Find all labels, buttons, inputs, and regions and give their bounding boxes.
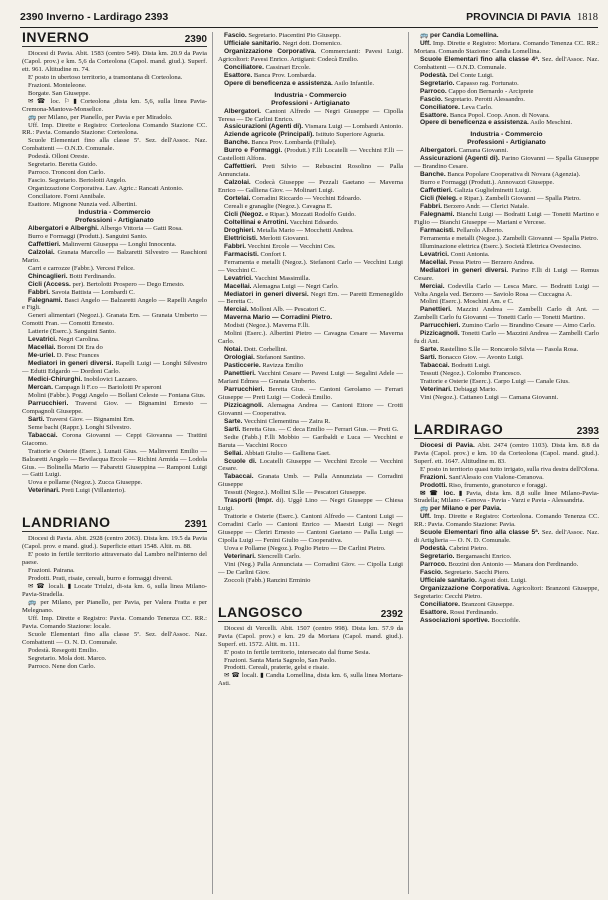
entry-category: Trasporti (Impr. <box>224 497 274 505</box>
entry-category: Fascio. <box>420 569 443 577</box>
entry-category: Veterinari. <box>224 552 256 560</box>
entry-line: Podestà. Olloni Oreste. <box>28 153 90 161</box>
entry-line: Cicli (Neleg. e Ripar.). Zambelli Giovanni — Spalla Pietro. <box>420 195 581 203</box>
entry-line <box>218 314 403 322</box>
entry-category: Merciai. <box>224 306 249 314</box>
town-heading <box>218 603 403 620</box>
entry-line: Panettieri. Vacchini Cesare — Pavesi Luigi — Segalini Adele — Mariani Edmea — Granata Umberto. <box>218 370 403 385</box>
header-right: PROVINCIA DI PAVIA <box>466 11 571 23</box>
entry-line: Veterinari. Siencrelli Carlo. <box>224 552 301 560</box>
entry-line: E' posto in fertile territorio attraversato dal Lambro nell'interno del paese. <box>22 551 207 567</box>
entry-category: Conciliatore. <box>420 103 460 111</box>
entry-line: Diocesi di Vercelli. Abit. 1507 (centro 998). Dista km. 57.9 da Pavia (Capol. prov.) e km. 29 da Mortara (Capol. mand. giud.). Superf. ett. 1572. Altit. m. 111. <box>218 624 403 648</box>
entry-line: Podestà. Del Conte Luigi. <box>420 71 494 79</box>
entry-line: Levatrici. Negri Carolina. <box>28 336 100 344</box>
entry-line: Ufficiale sanitario. Agosti dott. Luigi. <box>420 577 527 584</box>
entry-category: Caffettieri. <box>224 163 257 171</box>
header-right-group <box>466 11 598 23</box>
entry-line: Tessuti (Negoz.). Colombo Francesco. <box>420 370 522 378</box>
entry-line: Sarti. Traversi Giov. — Bignamini Ern. <box>28 415 135 423</box>
entry-line: Diocesi di Pavia. Abit. 2928 (centro 2063). Dista km. 19.5 da Pavia (Capol. prov. e mand. giud.). Superficie ettari 1548. Altit. m. 88. <box>22 535 207 551</box>
entry-category: Scuole Elementari fino alla classe 4ª. <box>420 55 540 63</box>
entry-category: ✉ ☎ loc. <box>420 489 456 497</box>
entry-category: Segretario. <box>420 79 455 87</box>
entry-line: Esattore. Mignone Nunzia ved. Albertini. <box>28 201 137 209</box>
entry-line: Prodotti. Cereali, praterie, gelsi e risaie. <box>224 664 329 672</box>
entry-line: Medici-Chirurghi. Inobilovici Lazzaro. <box>28 376 138 384</box>
entry-line: Calzolai. Codecà Giuseppe — Pezzali Gaetano — Maverna Enrico — Galliena Giov. — Molinari Luigi. <box>218 179 403 195</box>
entry-line: Caffettieri. Galizia Guglielminetti Luigi. <box>420 187 531 195</box>
entry-line: Segretario. Bergamaschi Enrico. <box>420 553 512 561</box>
entry-line: Esattore. Banca Prov. Lombarda. <box>224 71 317 79</box>
entry-line: Notai. Dott. Corbellini. <box>224 346 288 354</box>
entry-category: Scuole Elementari fino alla classe 5ª. <box>420 529 540 537</box>
entry-line: Scuole di. Locatelli Giuseppe — Vecchini Ercole — Vecchini Cesare. <box>218 457 403 473</box>
entry-line: Parroco. Bozzini don Antonio — Manara don Ferdinando. <box>420 561 579 569</box>
entry-line: Conciliatore. Forni Annibale. <box>28 193 106 201</box>
entry-line: Farmacisti. Pellarolo Alberto. <box>420 226 504 234</box>
section-subtitle: Professioni - Artigianato <box>467 139 546 147</box>
town-info <box>22 50 207 209</box>
entry-line: Trasporti (Impr. di). Uggè Lino — Negri Giuseppe — Chiesa Luigi. <box>218 497 403 513</box>
entry-category: Levatrici. <box>224 274 253 282</box>
entry-line: Sarte. Vecchini Clementina — Zaira R. <box>224 417 331 425</box>
entry-category: Parrucchieri. <box>224 385 265 393</box>
entry-line: Pasticcerie. Ravizza Emilio <box>224 362 304 370</box>
entry-category: Podestà. <box>420 545 448 553</box>
entry-line: E' posto in fertile territorio, intersecato dal fiume Sesia. <box>224 648 371 656</box>
entry-category: Parrucchieri. <box>28 399 69 407</box>
entry-line: Trattorie e Osterie (Eserc.). Carpo Luigi — Canale Gius. <box>420 377 570 385</box>
entry-category: Coltellinai e Arrotini. <box>224 218 289 226</box>
entry-line: Burro e Formaggi (Produtt.). Annovazzi Giuseppe. <box>420 179 555 187</box>
entry-line: Prodotti. Riso, frumento, granoturco e foraggi. <box>420 481 548 489</box>
entry-line: Parrucchieri. Beretta Gius. — Cantoni Gerolamo — Ferrari Giuseppe — Preti Luigi — Codecà Emilio. <box>218 385 403 401</box>
entry-line: Cicli (Access. per). Bertolotti Prospero — Dego Ernesto. <box>28 280 185 288</box>
entry-category: Burro e Formaggi. <box>224 147 283 155</box>
entry-line: Macellai. Alemagna Luigi — Negri Carlo. <box>224 282 339 290</box>
business-entries <box>218 108 403 585</box>
entry-category: Farmacisti. <box>420 226 455 234</box>
entry-category: Levatrici. <box>420 250 449 258</box>
entry-line <box>414 32 599 40</box>
entry-category: Assicurazioni (Agenti di). <box>420 155 500 163</box>
entry-category: Falegnami. <box>420 210 455 218</box>
entry-category: Tabaccai. <box>224 473 254 481</box>
entry-category: Prodotti. <box>420 481 448 489</box>
business-entries <box>22 225 207 495</box>
entry-line: Sarti. Bonacco Giov. — Avonto Luigi. <box>420 354 524 362</box>
entry-line: Falegnami. Basci Angelo — Balzaretti Angelo — Rapelli Angelo e Figli. <box>22 296 207 312</box>
entry-category: Banche. <box>224 139 250 147</box>
entry-line: Mercan. Campagn li F.co — Bariolotti Pr speroni <box>28 383 162 391</box>
entry-category: Falegnami. <box>28 296 63 304</box>
entry-category: Elettricisti. <box>224 234 258 242</box>
entry-category: Esattore. <box>420 608 449 616</box>
entry-line: Illuminazione elettrica (Eserc.). Società Elettrica Ovestecino. <box>420 242 582 250</box>
entry-line: Uff. Imp. Dirette e Registro: Mortara. Comando Tenenza CC. RR.: Mortara. Comando Stazione: Candia Lomellina. <box>414 39 599 55</box>
entry-line: Parroco. Tronconi don Carlo. <box>28 169 106 177</box>
section-title: Industria - Commercio <box>78 209 151 217</box>
entry-category: Esattore. <box>224 71 253 79</box>
entry-category: Fabbri. <box>28 288 50 296</box>
entry-line: Mediatori in generi diversi. Parino F.lli di Luigi — Remus Cesare. <box>414 266 599 282</box>
entry-category: Organizzazione Corporativa. <box>420 584 510 592</box>
entry-line: Fascio. Segretario. Perotti Alessandro. <box>420 95 525 103</box>
entry-category: Macellai. <box>224 282 252 290</box>
entry-category: Fascio. <box>420 95 443 103</box>
entry-category: Mercan. <box>28 383 53 391</box>
town-number: 2393 <box>576 425 599 437</box>
entry-line: Burro e Formaggi. (Produtt.) F.lli Locatelli — Vecchini F.lli — Castellotti Alfons. <box>218 147 403 163</box>
town-heading <box>22 34 207 44</box>
entry-category: Panettieri. <box>420 306 452 314</box>
entry-line: 🚌 per Milano, per Pianello, per Pavia, per Valera Fratta e per Melegnano. <box>22 598 207 614</box>
running-header <box>20 10 598 24</box>
entry-category: Opere di beneficenza e assistenza. <box>420 119 529 127</box>
entry-line: Veterinari. Debiaggi Mario. <box>420 385 498 393</box>
column-2 <box>218 32 403 894</box>
entry-line: Fascio. Segretario. Sacchi Piero. <box>420 569 510 577</box>
entry-line: Aziende agricole (Principali). Istituto Superiore Agraria. <box>224 131 385 139</box>
entry-line: Uff. Imp. Dirette e Registro: Corteolona. Comando Tenenza CC. RR.: Pavia. Comando Stazione: Pavia. <box>414 513 599 529</box>
entry-line: Trattorie e Osterie (Eserc.). Cantoni Alfredo — Cantoni Luigi — Corradini Carlo — Cantoni Enrico — Maestri Luigi — Negri Giuseppe — Cleriri Ernesto — Cantoni Gaetano — Palla Luigi — Cipolla Luigi — Fenini Giulio — Cooperativa. <box>218 513 403 545</box>
town-info <box>414 32 599 127</box>
entry-category: Veterinari. <box>28 487 60 495</box>
entry-line: Segretario. Beretta Guido. <box>28 161 98 169</box>
section-title: Industria - Commercio <box>274 91 347 99</box>
entry-line: Podestà. Cabrini Pietro. <box>420 545 488 553</box>
entry-line: Tabaccai. Bodratti Luigi. <box>420 362 491 370</box>
entry-line: Me-uriel. D. Fesc Frances <box>28 352 100 360</box>
entry-line: Levatrici. Conti Antonia. <box>420 250 490 258</box>
entry-line: Scuole Elementari fino alla classe 5ª. Sez. dell'Assoc. Naz. Combattenti — O. N. D. Comunale. <box>22 630 207 646</box>
entry-line: Molini (Fabbr.). Poggi Angelo — Bollani Celeste — Fontana Gius. <box>28 391 206 399</box>
entry-line: Conciliatore. Leva Carlo. <box>420 103 493 111</box>
entry-category: Mediatori in generi diversi. <box>224 290 309 298</box>
entry-category: Mediatori in generi diversi. <box>28 360 114 368</box>
entry-line: Cortelai. Corradini Riccardo — Vecchini Edoardo. <box>224 195 362 203</box>
entry-category: Opere di beneficenza e assistenza. <box>224 79 333 87</box>
town-rule <box>218 621 403 622</box>
entry-category: Calzolai. <box>28 248 55 256</box>
entry-category: Sarti. <box>224 425 241 433</box>
entry-category: Albergatori e Alberghi. <box>28 224 99 232</box>
entry-line: Frazioni. Sant'Alessio con Vialone-Ceranova. <box>420 473 544 481</box>
entry-category: Parroco. <box>420 87 447 95</box>
entry-line: Uff. Imp. Dirette e Registro: Pavia. Comando Tenenza CC. RR.: Pavia. Comando Stazione: locale. <box>22 614 207 630</box>
entry-category: Ufficiale sanitario. <box>420 577 477 584</box>
town-name: LANGOSCO <box>218 603 303 620</box>
entry-category: Tabaccai. <box>420 362 450 370</box>
entry-line: Parroco. Nene don Carlo. <box>28 662 96 670</box>
entry-line: Coltellinai e Arrotini. Vacchini Edoardo. <box>224 218 339 226</box>
entry-line: Scuole Elementari fino alla classe 4ª. Sez. dell'Assoc. Naz. Combattenti — O.N.D. Comunale. <box>414 55 599 71</box>
entry-line: Molini (Eserc.). Albertini Pietro — Cavagna Cesare — Maverna Carlo. <box>218 330 403 346</box>
entry-category: Uff. <box>420 513 431 521</box>
entry-category: Parrucchieri. <box>420 322 461 330</box>
entry-line: Mediatori in generi diversi. Rapelli Luigi — Longhi Silvestro — Edutti Edgardo — Dordoni Carlo. <box>22 360 207 376</box>
entry-category: Macellai. <box>420 258 448 266</box>
entry-category: Cortelai. <box>224 195 251 203</box>
town-name: INVERNO <box>22 32 90 45</box>
town-number: 2391 <box>184 519 207 531</box>
entry-line: Diocesi di Pavia. Abit. 1583 (centro 549). Dista km. 20.9 da Pavia (Capol. prov.) e km. 5,6 da Corteolona (Capol. mand. giud.). Superf. ett. 961. Altitudine m. 74. <box>22 49 207 73</box>
entry-line: Assicurazioni (Agenti di). Parino Giovanni — Spalla Giuseppe — Brandino Cesare. <box>414 155 599 171</box>
entry-category: Macellai. <box>28 344 56 352</box>
entry-category: Podestà. <box>420 71 448 79</box>
entry-category: Esattore. <box>420 111 449 119</box>
town-info <box>218 32 403 88</box>
header-left: 2390 Inverno - Lardirago 2393 <box>20 11 169 23</box>
entry-line: Mediatori in generi diversi. Negri Ern. — Paretti Ermenegildo — Beretta C. <box>218 290 403 306</box>
entry-line: Sarte. Rastellino S.lle — Roncarolo Silvia — Fasola Rosa. <box>420 346 579 354</box>
entry-category: Pasticcerie. <box>224 362 261 370</box>
entry-line: ✉ ☎ loc. ⚐ ▮ Corteolona ,dista km. 5,6, sulla linea Pavia-Cremona-Mantova-Monselice. <box>22 97 207 113</box>
entry-category: Sarti. <box>28 415 45 423</box>
entry-line: Assicurazioni (Agenti di). Vismara Luigi — Lombardi Antonio. <box>224 123 403 131</box>
entry-line: Panettieri. Mazzini Andrea — Zambelli Carlo di Ant. — Zambelli Carlo fu Giovanni — Tonetti Carlo — Tonetti Martino. <box>414 306 599 322</box>
entry-category: Sellai. <box>224 449 244 457</box>
entry-line: Caffettieri. Malinverni Giuseppa — Longhi Innocenta. <box>28 240 177 248</box>
entry-line: Opere di beneficenza e assistenza. Asilo Meschini. <box>420 119 573 127</box>
entry-category: Segretario. <box>420 553 455 561</box>
entry-line: Modisti (Negoz.). Maverna F.lli. <box>224 322 310 330</box>
entry-category: Frazioni. <box>420 473 448 481</box>
entry-category: Aziende agricole (Principali). <box>224 131 315 139</box>
entry-category: Merciai. <box>420 282 445 290</box>
entry-line: Opere di beneficenza e assistenza. Asilo Infantile. <box>224 79 375 87</box>
page-number: 1818 <box>577 12 598 23</box>
entry-line: Fabbri. Vecchini Ercole — Vecchini Ces. <box>224 242 336 250</box>
entry-line: Tessuti (Negoz.). Mollini S.lle — Pescatori Giuseppe. <box>224 489 367 497</box>
entry-category: Conciliatore. <box>420 600 460 608</box>
entry-category: Conciliatore. <box>224 63 264 71</box>
entry-line: Uff. Imp. Dirette e Registro: Corteolona Comando Stazione CC. RR.: Pavia. Comando Stazione: Corteolona. <box>22 121 207 137</box>
town-rule <box>22 46 207 47</box>
header-rule <box>20 27 598 28</box>
entry-category: Parroco. <box>420 561 447 569</box>
entry-category: Sarte. <box>224 417 243 425</box>
entry-category: Fabbri. <box>420 203 442 211</box>
entry-category: Pizzicagnoli. <box>420 330 460 338</box>
entry-line: Caffettieri. Preti Silvio — Rebuscini Rosolino — Palla Annunciata. <box>218 163 403 179</box>
entry-line: Sarti. Beretta Gius. — C deca Emilio — Ferrari Gius. — Preti G. <box>224 425 399 433</box>
entry-category: Calzolai. <box>224 179 251 187</box>
entry-category: Droghieri. <box>224 226 256 234</box>
entry-line: Trattorie e Osterie (Eserc.). Lunati Gius. — Malinverni Emilio — Balzaretti Angelo — Bevilacqua Ercole — Richini Armida — Lodola Gius. — Bolinella Mario — Fabaretti Giuseppina — Ramponi Luigi — Gatti Luigi. <box>22 447 207 479</box>
entry-line: 🚌 per Milano, per Pianello, per Pavia e per Miradolo. <box>28 113 173 121</box>
entry-category: Maverna Mario — Corradini Pietro. <box>224 314 333 322</box>
entry-line: Banche. Banca Popolare Cooperativa di Novara (Agenzia). <box>420 171 581 179</box>
entry-category: Chincaglieri. <box>28 272 68 280</box>
entry-line: Albergatori. Camana Giovanni. <box>420 147 509 155</box>
entry-category: 🚌 per Milano e per Pavia. <box>420 505 502 513</box>
entry-category: Panettieri. <box>224 370 256 378</box>
town-rule <box>414 438 599 439</box>
column-3 <box>414 32 599 894</box>
entry-category: Sarte. <box>420 346 439 354</box>
entry-line: Segretario. Capasso rag. Fortunato. <box>420 79 519 87</box>
entry-line: Ferramenta e metalli (Negoz.). Zambelli Giovanni — Spalla Pietro. <box>420 234 599 242</box>
entry-category: Me-uriel. <box>28 352 56 360</box>
entry-line: ✉ ☎ locali. ▮ Candia Lomellina, dista km. 6, sulla linea Mortara-Asti. <box>218 672 403 688</box>
entry-line: Veterinari. Preti Luigi (Villanterio). <box>28 487 126 495</box>
entry-line: Zoccoli (Fabb.) Ranzini Erminio <box>224 576 311 584</box>
entry-line: Fabbri. Savoia Battista — Lombardi C. <box>28 288 135 296</box>
entry-line <box>414 505 599 513</box>
entry-line: Parrucchieri. Zumino Carlo — Brandino Cesare — Aimo Carlo. <box>420 322 596 330</box>
entry-category: Cicli (Neleg. <box>420 195 458 203</box>
entry-line: Merciai. Molloni Alb. — Pescatori C. <box>224 306 327 314</box>
entry-category: Caffettieri. <box>28 240 61 248</box>
entry-line: Merciai. Codevilla Carlo — Lesca Marc. — Bodratti Luigi — Volta Angela ved. Berzero — Saviolo Rosa — Cuccagna A. <box>414 282 599 298</box>
town-heading <box>414 420 599 437</box>
entry-category: Associazioni sportive. <box>420 616 490 624</box>
town-name: LARDIRAGO <box>414 420 504 437</box>
entry-category: Tabaccai. <box>28 431 58 439</box>
entry-line: Tabaccai. Granata Umb. — Palla Annunziata — Corradini Giuseppe <box>218 473 403 489</box>
entry-line: Vini (Negoz.). Cattaneo Luigi — Camana Giovanni. <box>420 393 559 401</box>
entry-category: Uff. <box>420 39 431 47</box>
entry-line: Frazioni. Pairana. <box>28 567 75 575</box>
entry-line: Parrucchieri. Traversi Giov. — Bignamini Ernesto — Compagnoli Giuseppe. <box>22 399 207 415</box>
entry-line: Uova e Pollame (Negoz.). Poglio Pietro — De Carlini Pietro. <box>224 545 386 552</box>
entry-line: Associazioni sportive. Bocciofile. <box>420 616 521 624</box>
entry-category: Albergatori. <box>224 107 262 115</box>
entry-line: Pizzicagnoli. Tonetti Carlo — Mazzini Andrea — Zambelli Carlo fu di Ant. <box>414 330 599 346</box>
entry-line: Vini (Neg.) Palla Annunciata — Corradini Giov. — Cipolla Luigi — De Carlini Giov. <box>218 560 403 576</box>
entry-line: Molini (Eserc.). Moschini Am. e C. <box>420 298 514 306</box>
entry-line: Frazioni. Monteleone. <box>28 81 87 89</box>
entry-category: Caffettieri. <box>420 187 453 195</box>
entry-line: Scuole Elementari fino alla classe 5ª. Sez. dell'Assoc. Naz. di Artiglieria — O. N. D. Comunale. <box>414 529 599 545</box>
entry-line: Diocesi di Pavia. Abit. 2474 (centro 1103). Dista km. 8.8 da Pavia (Capol. prov.) e km. 10 da Corteolona (Capol. mand. giud.). Superf. ett. 1647. Altitudine m. 83. <box>414 441 599 465</box>
entry-category: Albergatori. <box>420 147 458 155</box>
entry-line: Sellai. Abbiati Giulio — Galliena Gaet. <box>224 449 331 457</box>
entry-line: Farmacisti. Confort I. <box>224 250 287 258</box>
entry-line: Macellai. Pessa Pietro — Berzero Andrea. <box>420 258 535 266</box>
entry-line: Orologiai. Stefanoni Santino. <box>224 354 306 362</box>
entry-line: Sedie (Fabb.) F.lli Mobbio — Garibaldi e Luca — Vecchini e Baruta — Vacchini Rocco <box>218 433 403 449</box>
entry-line: Organizzazione Corporativa. Lav. Agric.: Rancati Antonio. <box>28 185 184 193</box>
town-info <box>218 625 403 689</box>
entry-line: Droghieri. Metalla Mario — Mocchetti Andrea. <box>224 226 354 234</box>
entry-line: Organizzazione Corporativa. Commercianti: Pavesi Luigi. Agricoltori: Pavesi Enrico. Artigiani: Codecà Emilio. <box>218 47 403 63</box>
entry-category: Veterinari. <box>420 385 452 393</box>
entry-line: Tabaccai. Corona Giovanni — Ceppi Giovanna — Trattini Giacomo. <box>22 431 207 447</box>
entry-category: Banche. <box>420 171 446 179</box>
column-divider <box>212 32 213 894</box>
entry-line: ✉ ☎ loc. ▮ Pavia, dista km. 8,8 sulle linee Milano-Pavia-Stradella; Milano - Genova - Pavia - Varzi e Pavia - Alessandria. <box>414 489 599 505</box>
entry-line: Albergatori e Alberghi. Albergo Vittoria — Gatti Rosa. <box>28 224 183 232</box>
entry-line: Fascio. Segretario. Piacentini Pio Giusepp. <box>224 32 341 39</box>
entry-category: Pizzicagnoli. <box>224 401 264 409</box>
entry-line: Conciliatore. Branzoni Giuseppe. <box>420 600 514 608</box>
entry-line: Podestà. Resegotti Emilio. <box>28 646 98 654</box>
section-subtitle: Professioni - Artigianato <box>75 216 154 224</box>
entry-line: Organizzazione Corporativa. Agricoltori: Branzoni Giuseppe, Segretario: Cecchi Pietro. <box>414 584 599 600</box>
entry-line: Carri e carrozze (Fabbr.). Vercesi Felice. <box>28 264 135 272</box>
entry-line: Ufficiale sanitario. Negri dott. Domenico. <box>224 39 342 47</box>
town-heading <box>22 514 207 531</box>
entry-line: Ferramenta e metalli (Negoz.). Stefanoni Carlo — Vecchini Luigi — Vecchini C. <box>218 258 403 274</box>
entry-line: Seme bachi (Rappr.). Longhi Silvestro. <box>28 423 132 431</box>
entry-category: Cicli (Access. <box>28 280 71 288</box>
entry-line: Cereali e granaglie (Negoz.). Cavagna E. <box>224 203 333 211</box>
entry-line: E' posto in ubertoso territorio, a tramontana di Corteolona. <box>28 73 183 81</box>
entry-line: Fascio. Segretario. Bertolotti Angelo. <box>28 177 127 185</box>
column-1 <box>22 32 207 894</box>
entry-category: Ufficiale sanitario. <box>224 39 281 47</box>
entry-line: Scuole Elementari fino alla classe 5ª. Sez. dell'Assoc. Naz. Combattenti — O.N.D. Comunale. <box>22 137 207 153</box>
town-number: 2390 <box>184 34 207 45</box>
entry-category: Orologiai. <box>224 354 255 362</box>
entry-line: Macellai. Boroni Di Era do <box>28 344 103 352</box>
entry-line: Parroco. Cappo don Bernardo - Arciprete <box>420 87 534 95</box>
business-entries <box>414 147 599 402</box>
entry-line: Generi alimentari (Negozi.). Granata Ern. — Granata Umberto — Comotti Fran. — Comotti Ernesto. <box>22 312 207 328</box>
entry-category: Levatrici. <box>28 336 57 344</box>
entry-line: Conciliatore. Cassinari Ercole. <box>224 63 311 71</box>
town-rule <box>22 531 207 532</box>
town-number: 2392 <box>380 608 403 620</box>
town-info <box>414 442 599 625</box>
entry-line: Segretario. Mola dott. Marco. <box>28 654 107 662</box>
entry-category: Organizzazione Corporativa. <box>224 47 317 55</box>
entry-category: Medici-Chirurghi. <box>28 376 83 384</box>
entry-line: ✉ ☎ locali. ▮ Locate Triulzi, di-sta km. 6, sulla linea Milano-Pavia-Stradella. <box>22 583 207 598</box>
entry-category: Notai. <box>224 346 243 354</box>
entry-line: Esattore. Rossi Ferdinando. <box>420 608 498 616</box>
section-subtitle: Professioni - Artigianato <box>271 99 350 107</box>
entry-line: Albergatori. Cantoni Alfredo — Negri Giuseppe — Cipolla Teresa — De Carlini Enrico. <box>218 107 403 123</box>
entry-line: Calzolai. Granata Marcello — Balzaretti Silvestro — Raschioni Mario. <box>22 248 207 264</box>
entry-line: Elettricisti. Merlotti Giovanni. <box>224 234 309 242</box>
entry-line: Borgate. San Giuseppe. <box>28 89 91 97</box>
entry-category: Assicurazioni (Agenti di). <box>224 123 304 131</box>
entry-line: Fabbri. Berzero Andr. — Clerici Natale. <box>420 203 529 211</box>
column-divider <box>408 32 409 894</box>
entry-line: Levatrici. Vacchini Massimilla. <box>224 274 311 282</box>
entry-category: Sarti. <box>420 354 437 362</box>
entry-line: Frazioni. Santa Maria Sagnolo, San Paolo. <box>224 656 337 664</box>
entry-category: Fascio. <box>224 32 247 39</box>
entry-category: Farmacisti. <box>224 250 259 258</box>
entry-line: Pizzicagnoli. Alemagna Andrea — Cantoni Ettore — Crotti Giovanni — Cooperativa. <box>218 401 403 417</box>
entry-category: Diocesi di Pavia. <box>420 441 475 449</box>
entry-line: Cicli (Negoz. e Ripar.). Mozzati Rodolfo Guido. <box>224 210 356 218</box>
entry-category: 🚌 per Candia Lomellina. <box>420 32 499 39</box>
town-name: LANDRIANO <box>22 514 111 531</box>
town-info <box>22 535 207 670</box>
entry-line: Chincaglieri. Botti Ferdinando. <box>28 272 116 280</box>
entry-line: Falegnami. Bianchi Luigi — Bodratti Luigi — Tonetti Martino e Figlio — Bianchi Giuseppe — Mariani e Vercese. <box>414 210 599 226</box>
entry-line: Prodotti. Prati, risaie, cereali, burro e formaggi diversi. <box>28 575 173 583</box>
entry-category: Scuole di. <box>224 457 257 465</box>
section-title: Industria - Commercio <box>470 131 543 139</box>
entry-line: E' posto in territorio quasi tutto irrigato, sulla riva destra dell'Olona. <box>420 465 599 473</box>
entry-category: Cicli (Negoz. <box>224 210 264 218</box>
entry-line: Burro e Formaggi (Produtt.). Sanguini Santo. <box>28 232 148 240</box>
entry-line: Banche. Banca Prov. Lombarda (Filiale). <box>224 139 337 147</box>
entry-category: Mediatori in generi diversi. <box>420 266 509 274</box>
entry-line: Esattore. Banca Popol. Coop. Anon. di Novara. <box>420 111 550 119</box>
entry-line: Uova e pollame (Negoz.). Zucca Giuseppe. <box>28 479 143 487</box>
entry-line: Latterie (Eserc.). Sanguini Santo. <box>28 328 116 336</box>
entry-category: Fabbri. <box>224 242 246 250</box>
